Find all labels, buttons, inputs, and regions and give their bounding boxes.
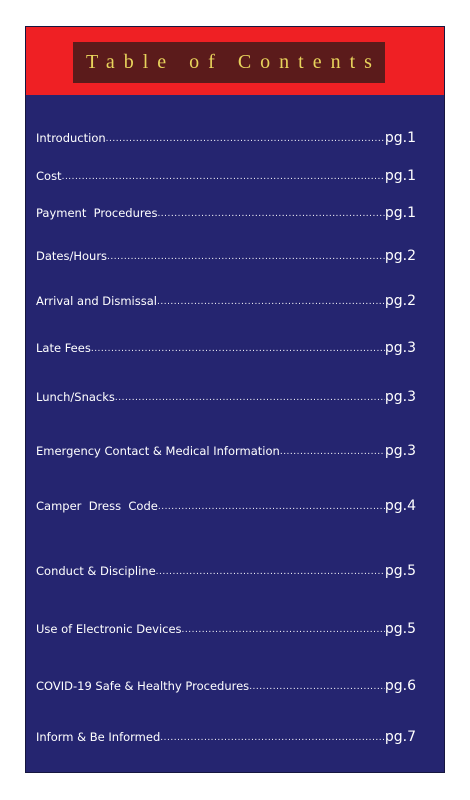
toc-entry-dress-code[interactable] bbox=[36, 492, 416, 514]
toc-entry-page: pg.5 bbox=[384, 621, 416, 637]
toc-entry-page: pg.2 bbox=[384, 293, 416, 309]
toc-entry-title: Late Fees bbox=[36, 341, 91, 355]
toc-entry-late-fees[interactable] bbox=[36, 334, 416, 356]
dot-leader bbox=[160, 733, 385, 745]
toc-entry-page: pg.3 bbox=[384, 443, 416, 459]
toc-entry-title: Emergency Contact & Medical Information bbox=[36, 444, 280, 458]
dot-leader bbox=[280, 447, 385, 459]
toc-entry-page: pg.3 bbox=[384, 340, 416, 356]
toc-entry-title: Use of Electronic Devices bbox=[36, 622, 182, 636]
dot-leader bbox=[249, 682, 385, 694]
toc-entry-title: Cost bbox=[36, 169, 62, 183]
toc-entry-electronic-devices[interactable] bbox=[36, 615, 416, 637]
toc-entry-page: pg.1 bbox=[384, 130, 416, 146]
toc-entry-title: Lunch/Snacks bbox=[36, 390, 115, 404]
toc-entry-page: pg.4 bbox=[384, 498, 416, 514]
toc-entry-page: pg.1 bbox=[384, 205, 416, 221]
toc-entry-title: Payment Procedures bbox=[36, 206, 158, 220]
toc-entry-dates-hours[interactable] bbox=[36, 242, 416, 264]
dot-leader bbox=[106, 134, 385, 146]
dot-leader bbox=[158, 502, 385, 514]
dot-leader bbox=[91, 344, 385, 356]
toc-entry-page: pg.1 bbox=[384, 168, 416, 184]
dot-leader bbox=[157, 297, 385, 309]
toc-entry-cost[interactable] bbox=[36, 162, 416, 184]
dot-leader bbox=[182, 625, 385, 637]
toc-entry-title: Camper Dress Code bbox=[36, 499, 158, 513]
dot-leader bbox=[107, 252, 385, 264]
toc-entry-payment-procedures[interactable] bbox=[36, 199, 416, 221]
toc-entry-title: COVID-19 Safe & Healthy Procedures bbox=[36, 679, 250, 693]
toc-entry-page: pg.2 bbox=[384, 248, 416, 264]
dot-leader bbox=[115, 393, 385, 405]
toc-entry-title: Inform & Be Informed bbox=[36, 730, 161, 744]
toc-entry-page: pg.3 bbox=[384, 389, 416, 405]
dot-leader bbox=[156, 567, 385, 579]
toc-entry-title: Introduction bbox=[36, 131, 106, 145]
toc-entry-page: pg.6 bbox=[384, 678, 416, 694]
toc-entry-page: pg.5 bbox=[384, 563, 416, 579]
toc-entry-covid-procedures[interactable] bbox=[36, 672, 416, 694]
toc-entry-arrival-dismissal[interactable] bbox=[36, 287, 416, 309]
toc-header-band bbox=[26, 27, 444, 95]
dot-leader bbox=[62, 172, 385, 184]
toc-entry-emergency-contact[interactable] bbox=[36, 437, 416, 459]
toc-entry-inform-be-informed[interactable] bbox=[36, 723, 416, 745]
toc-entry-conduct-discipline[interactable] bbox=[36, 557, 416, 579]
toc-entry-title: Conduct & Discipline bbox=[36, 564, 156, 578]
toc-entry-introduction[interactable] bbox=[36, 124, 416, 146]
toc-entry-title: Dates/Hours bbox=[36, 249, 108, 263]
dot-leader bbox=[157, 209, 384, 221]
toc-entry-title: Arrival and Dismissal bbox=[36, 294, 157, 308]
toc-panel bbox=[25, 26, 445, 773]
toc-title: Table of Contents bbox=[86, 51, 381, 73]
toc-entry-page: pg.7 bbox=[384, 729, 416, 745]
toc-entry-lunch-snacks[interactable] bbox=[36, 383, 416, 405]
title-box bbox=[73, 42, 385, 83]
